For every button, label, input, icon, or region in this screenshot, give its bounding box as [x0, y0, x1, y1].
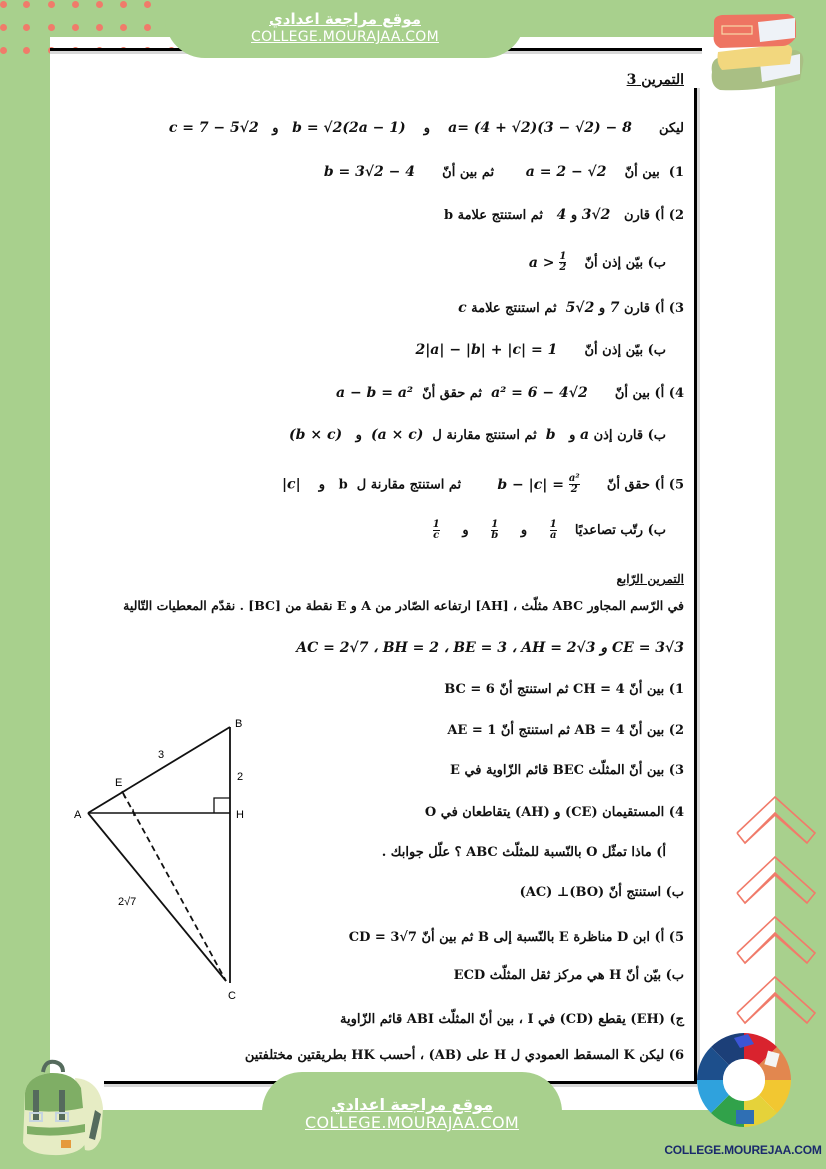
- exercise3-q3a: 3) أ) قارن 7 و 5√2 ثم استنتج علامة c: [458, 300, 684, 316]
- header-site-name[interactable]: موقع مراجعة اعدادي: [269, 10, 421, 28]
- point-a-label: A: [74, 809, 82, 821]
- exercise4-q4b: ب) استنتج أنّ (BO)⊥ (AC): [519, 885, 684, 900]
- exercise3-q3b: ب) بيّن إذن أنّ 2|a| − |b| + |c| = 1: [415, 342, 666, 358]
- footer-tab: [262, 1072, 562, 1169]
- point-e-label: E: [115, 777, 123, 789]
- exercise3-q2a: 2) أ) قارن 3√2 و 4 ثم استنتج علامة b: [443, 207, 684, 223]
- exercise3-q4b: ب) قارن إذن a و b ثم استنتج مقارنة ل (a × c) و (b × c): [289, 427, 666, 443]
- exercise4-q5c: ج) (EH) يقطع (CD) في I ، بين أنّ المثلّث ABI قائم الزّاوية: [340, 1012, 684, 1027]
- point-h-label: H: [236, 809, 244, 821]
- exercise4-q3: 3) بين أنّ المثلّث BEC قائم الزّاوية في E: [450, 763, 684, 778]
- footer-logo-label[interactable]: COLLEGE.MOUREJAA.COM: [664, 1143, 822, 1157]
- exercise3-given: ليكن a= (4 + √2)(3 − √2) − 8 و b = √2(2a − 1) و c = 7 − 5√2: [168, 120, 684, 136]
- header-tab: [165, 0, 525, 58]
- exercise4-q1: 1) بين أنّ CH = 4 ثم استنتج أنّ BC = 6: [444, 682, 684, 697]
- footer-site-name[interactable]: موقع مراجعة اعدادي: [330, 1095, 494, 1114]
- triangle-diagram: [60, 705, 260, 1005]
- exercise4-q5b: ب) بيّن أنّ H هي مركز ثقل المثلّث ECD: [453, 968, 684, 983]
- exercise3-q1: 1) بين أنّ a = 2 − √2 ثم بين أنّ b = 3√2 − 4: [323, 164, 684, 180]
- footer-site-url[interactable]: COLLEGE.MOURAJAA.COM: [305, 1113, 519, 1132]
- segment-ac-label: 2√7: [118, 896, 137, 908]
- exercise4-q2: 2) بين أنّ AB = 4 ثم استنتج أنّ AE = 1: [447, 723, 684, 738]
- school-subjects-wheel-icon: [697, 1020, 791, 1140]
- exercise3-q4a: 4) أ) بين أنّ a² = 6 − 4√2 ثم حقق أنّ a − b = a²: [336, 385, 684, 401]
- frame-right-line: [694, 88, 697, 1084]
- books-stack-icon: [700, 12, 810, 92]
- header-site-url[interactable]: COLLEGE.MOURAJAA.COM: [251, 29, 439, 45]
- backpack-icon: [15, 1058, 110, 1158]
- exercise4-givens: AC = 2√7 ، BH = 2 ، BE = 3 ، AH = 2√3 و CE = 3√3: [296, 640, 684, 656]
- exercise3-q5a: 5) أ) حقق أنّ b − |c| = $\frac{\text{a²}}{2}$ ثم استنتج مقارنة ل b و |c|: [281, 473, 684, 495]
- exercise3-q5b: ب) رتّب تصاعديًا $\frac{1}{a}$ و $\frac{1}{b}$ و $\frac{1}{c}$: [432, 519, 666, 541]
- exercise4-q4a: أ) ماذا تمثّل O بالنّسبة للمثلّث ABC ؟ علّل جوابك .: [381, 845, 666, 860]
- exercise3-q2b: ب) بيّن إذن أنّ a > $\frac{1}{2}$: [528, 251, 666, 273]
- point-c-label: C: [228, 990, 236, 1002]
- exercise4-q6: 6) ليكن K المسقط العمودي ل H على (AB) ، أحسب HK بطريقتين مختلفتين: [244, 1048, 684, 1063]
- segment-be-label: 3: [158, 749, 165, 761]
- exercise4-q5a: 5) أ) ابن D مناظرة E بالنّسبة إلى B ثم بين أنّ CD = 3√7: [348, 930, 684, 945]
- exercise4-q4: 4) المستقيمان (CE) و (AH) يتقاطعان في O: [424, 805, 684, 820]
- segment-bh-label: 2: [237, 771, 244, 783]
- exercise4-title: التمرين الرّابع: [616, 572, 684, 586]
- point-b-label: B: [235, 718, 243, 730]
- exercise3-title: التمرين 3: [626, 72, 684, 88]
- exercise4-intro: في الرّسم المجاور ABC مثلّث ، [AH] ارتفاعه الصّادر من A و E نقطة من [BC] . نقدّم المعطيات التّالية: [123, 598, 684, 613]
